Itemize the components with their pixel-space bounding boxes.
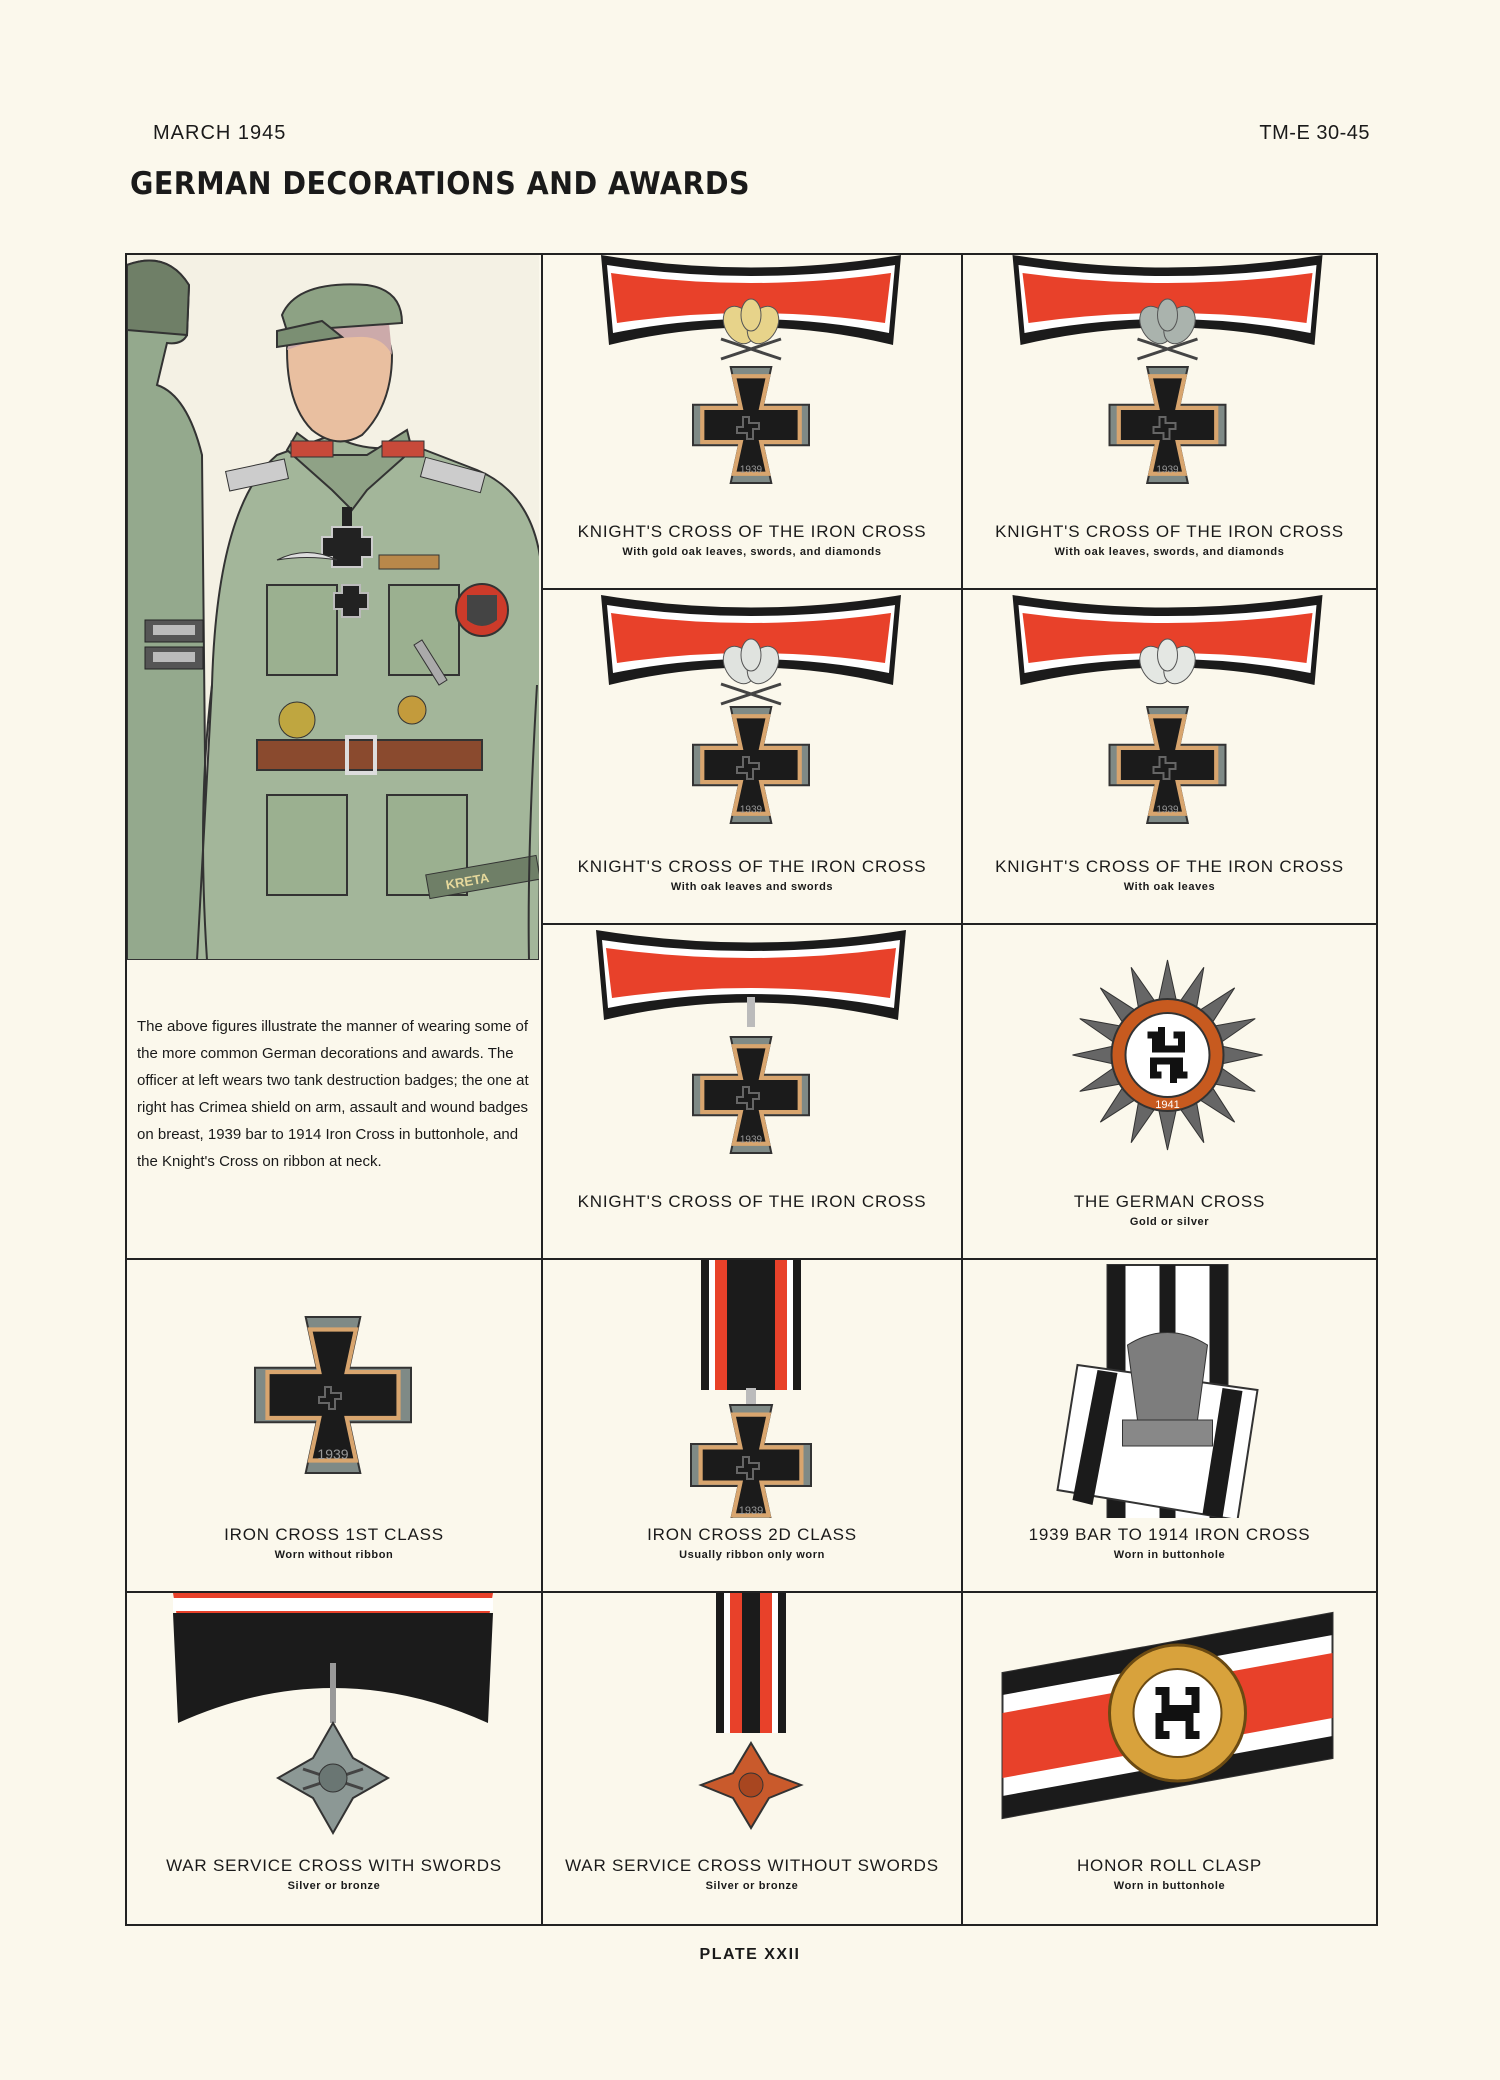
award-title: KNIGHT'S CROSS OF THE IRON CROSS bbox=[577, 857, 927, 876]
uniform-illustration bbox=[127, 255, 539, 960]
knights-cross-gold-oak-swords-diamonds-illustration bbox=[543, 255, 959, 515]
honor-roll-clasp-illustration bbox=[963, 1593, 1372, 1849]
description-text: The above figures illustrate the manner of wearing some of the more common German decorations and awards. The officer at left wears two tank destruction badges; the one at right has Crimea shield on arm, assault and wound badges on breast, 1939 bar to 1914 Iron Cross in buttonhole, and the Knight's Cross on ribbon at neck. bbox=[137, 1018, 529, 1170]
manual-number: TM-E 30-45 bbox=[1259, 122, 1370, 144]
award-subtitle: Worn in buttonhole bbox=[1113, 1549, 1226, 1561]
plate-number: PLATE XXII bbox=[699, 1946, 801, 1963]
award-subtitle: With oak leaves bbox=[1123, 881, 1216, 893]
award-subtitle: Usually ribbon only worn bbox=[679, 1549, 825, 1561]
illustration-cell bbox=[127, 255, 543, 1260]
war-service-cross-swords-cell bbox=[127, 1593, 543, 1924]
award-subtitle: With gold oak leaves, swords, and diamonds bbox=[622, 546, 882, 558]
cross-year-label: 1939 bbox=[317, 1445, 349, 1462]
award-title: KNIGHT'S CROSS OF THE IRON CROSS bbox=[995, 857, 1344, 876]
knights-cross-oak-illustration bbox=[963, 590, 1372, 850]
page-title: GERMAN DECORATIONS AND AWARDS bbox=[130, 166, 751, 202]
award-subtitle: Worn without ribbon bbox=[274, 1549, 394, 1561]
iron-cross-1st-class-illustration bbox=[127, 1260, 539, 1518]
knights-cross-gold-oak-swords-diamonds-cell bbox=[543, 255, 963, 590]
cross-year-label: 1939 bbox=[738, 1505, 764, 1518]
award-subtitle: Silver or bronze bbox=[705, 1880, 799, 1892]
cross-year-label: 1939 bbox=[739, 464, 763, 476]
award-subtitle: Silver or bronze bbox=[287, 1880, 381, 1892]
award-title: 1939 BAR TO 1914 IRON CROSS bbox=[1028, 1525, 1311, 1544]
award-subtitle: With oak leaves, swords, and diamonds bbox=[1054, 546, 1285, 558]
war-service-cross-swords-illustration bbox=[127, 1593, 539, 1849]
cross-year-label: 1939 bbox=[1156, 464, 1179, 476]
knights-cross-cell bbox=[543, 925, 963, 1260]
award-title: THE GERMAN CROSS bbox=[1073, 1192, 1266, 1211]
award-title: KNIGHT'S CROSS OF THE IRON CROSS bbox=[995, 522, 1344, 541]
award-subtitle: Worn in buttonhole bbox=[1113, 1880, 1226, 1892]
award-title: WAR SERVICE CROSS WITH SWORDS bbox=[166, 1856, 502, 1875]
cross-year-label: 1941 bbox=[1155, 1099, 1180, 1111]
knights-cross-oak-swords-illustration bbox=[543, 590, 959, 850]
war-service-cross-illustration bbox=[543, 1593, 959, 1849]
award-title: HONOR ROLL CLASP bbox=[1076, 1856, 1263, 1875]
knights-cross-illustration bbox=[543, 925, 959, 1185]
knights-cross-oak-swords-diamonds-cell bbox=[963, 255, 1376, 590]
award-title: KNIGHT'S CROSS OF THE IRON CROSS bbox=[577, 1192, 927, 1211]
knights-cross-oak-cell bbox=[963, 590, 1376, 925]
iron-cross-2d-class-illustration bbox=[543, 1260, 959, 1518]
iron-cross-2d-class-cell bbox=[543, 1260, 963, 1593]
award-title: WAR SERVICE CROSS WITHOUT SWORDS bbox=[565, 1856, 939, 1875]
date-header: MARCH 1945 bbox=[153, 122, 287, 144]
bar-1939-to-1914-iron-cross-cell bbox=[963, 1260, 1376, 1593]
knights-cross-oak-swords-diamonds-illustration bbox=[963, 255, 1372, 515]
awards-grid bbox=[125, 253, 1378, 1926]
cross-year-label: 1939 bbox=[739, 1134, 763, 1146]
knights-cross-oak-swords-cell bbox=[543, 590, 963, 925]
iron-cross-1st-class-cell bbox=[127, 1260, 543, 1593]
cross-year-label: 1939 bbox=[739, 804, 763, 816]
cross-year-label: 1939 bbox=[1156, 804, 1179, 816]
award-title: KNIGHT'S CROSS OF THE IRON CROSS bbox=[577, 522, 927, 541]
award-title: IRON CROSS 1ST CLASS bbox=[224, 1525, 444, 1544]
award-title: IRON CROSS 2D CLASS bbox=[647, 1525, 857, 1544]
award-subtitle: With oak leaves and swords bbox=[670, 881, 834, 893]
bar-1939-to-1914-iron-cross-illustration bbox=[963, 1260, 1372, 1518]
award-subtitle: Gold or silver bbox=[1129, 1216, 1210, 1228]
war-service-cross-cell bbox=[543, 1593, 963, 1924]
honor-roll-clasp-cell bbox=[963, 1593, 1376, 1924]
armband-text: KRETA bbox=[444, 870, 491, 893]
german-cross-cell bbox=[963, 925, 1376, 1260]
german-cross-illustration bbox=[963, 925, 1372, 1185]
